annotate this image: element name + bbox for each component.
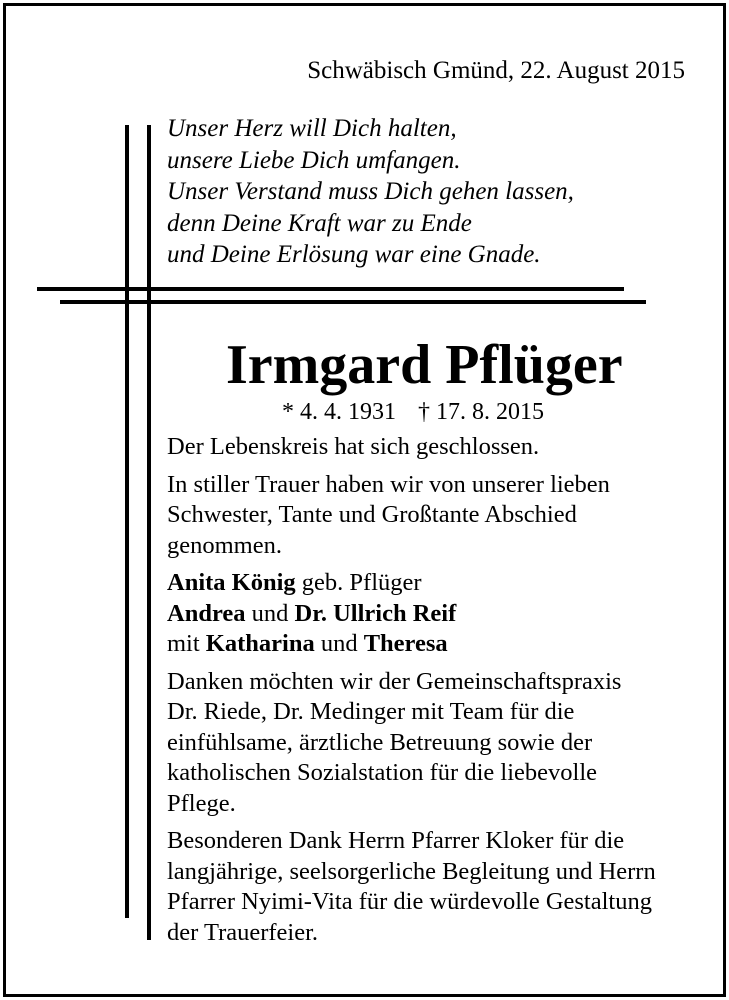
mourner-connector: und [314, 630, 364, 657]
text-line: langjährige, seelsorgerliche Begleitung und Herrn [167, 857, 656, 885]
place-date: Schwäbisch Gmünd, 22. August 2015 [307, 57, 685, 84]
deceased-name: Irmgard Pflüger [226, 334, 623, 396]
mourner-connector: mit [167, 630, 206, 657]
poem-line: Unser Herz will Dich halten, [167, 115, 457, 142]
poem-line: denn Deine Kraft war zu Ende [167, 209, 472, 237]
poem-line: Unser Verstand muss Dich gehen lassen, [167, 178, 574, 205]
text-line: Danken möchten wir der Gemeinschaftspraxis [167, 667, 622, 695]
mourner-note: geb. Pflüger [295, 569, 422, 596]
text-line: Schwester, Tante und Großtante Abschied [167, 501, 577, 528]
mourner-name: Theresa [363, 630, 448, 657]
mourner-line [167, 600, 456, 627]
mourner-line [167, 630, 448, 657]
obituary-text [167, 432, 707, 955]
text-line: Pfarrer Nyimi-Vita für die würdevolle Gestaltung [167, 888, 652, 915]
cross-vertical-line-left [125, 125, 129, 918]
death-date: † 17. 8. 2015 [418, 399, 544, 425]
text-line: Dr. Riede, Dr. Medinger mit Team für die [167, 698, 575, 725]
text-line: Besonderen Dank Herrn Pfarrer Kloker für die [167, 827, 625, 854]
text-line: katholischen Sozialstation für die liebevolle [167, 759, 597, 786]
text-line: Der Lebenskreis hat sich geschlossen. [167, 433, 540, 460]
text-line: einfühlsame, ärztliche Betreuung sowie der [167, 728, 593, 756]
poem-line: und Deine Erlösung war eine Gnade. [167, 241, 541, 268]
poem-line: unsere Liebe Dich umfangen. [167, 146, 461, 174]
text-paragraph [167, 826, 707, 948]
mourner-name: Katharina [205, 630, 315, 657]
text-line: der Trauerfeier. [167, 918, 319, 946]
poem [167, 113, 574, 271]
text-line: Pflege. [167, 789, 236, 817]
text-line: In stiller Trauer haben wir von unserer lieben [167, 470, 610, 498]
cross-horizontal-line-bottom [60, 300, 646, 304]
mourner-name: Dr. Ullrich Reif [294, 599, 457, 627]
text-paragraph [167, 432, 707, 463]
birth-date: * 4. 4. 1931 [282, 399, 396, 425]
text-paragraph [167, 667, 707, 820]
mourner-name: Anita König [167, 569, 296, 596]
cross-vertical-line-right [147, 125, 151, 940]
mourner-line [167, 569, 422, 596]
cross-horizontal-line-top [37, 287, 624, 291]
life-dates [282, 397, 544, 427]
text-line: genommen. [167, 531, 282, 559]
mourner-connector: und [245, 599, 295, 627]
mourners-block [167, 568, 707, 660]
text-paragraph [167, 470, 707, 562]
mourner-name: Andrea [167, 599, 246, 627]
